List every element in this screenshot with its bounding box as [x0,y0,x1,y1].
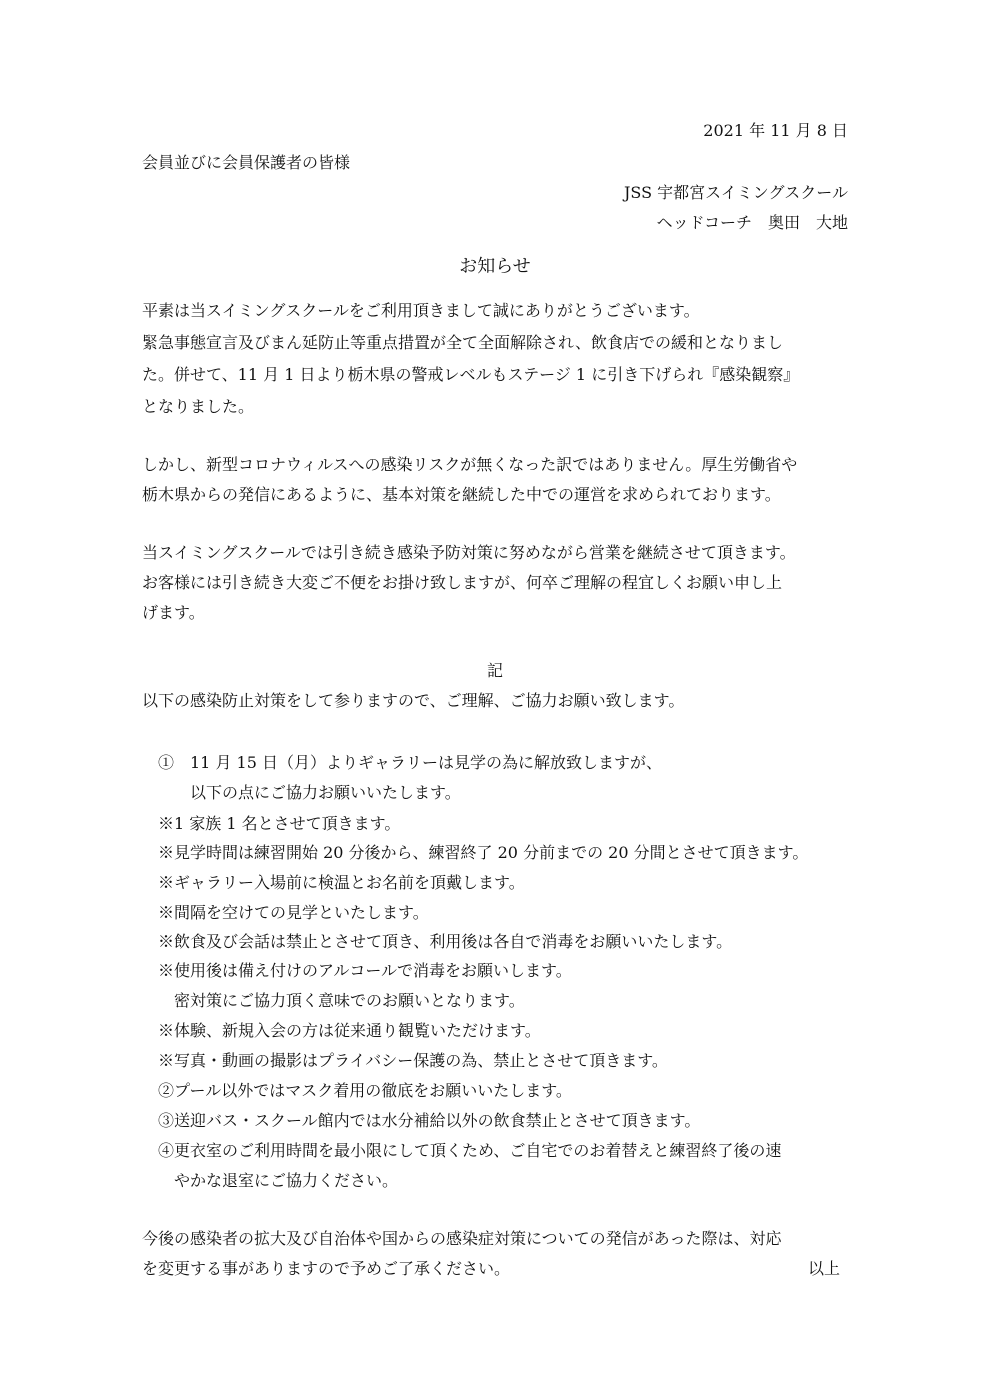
measure-item: ※使用後は備え付けのアルコールで消毒をお願いします。 [158,961,572,980]
measure-item: ②プール以外ではマスク着用の徹底をお願いいたします。 [158,1081,572,1100]
measure-item: ③送迎バス・スクール館内では水分補給以外の飲食禁止とさせて頂きます。 [158,1111,701,1130]
measure-item: ※体験、新規入会の方は従来通り観覧いただけます。 [158,1021,541,1040]
paragraph3-line: お客様には引き続き大変ご不便をお掛け致しますが、何卒ご理解の程宜しくお願い申し上 [142,573,783,592]
measure-item: ※飲食及び会話は禁止とさせて頂き、利用後は各自で消毒をお願いいたします。 [158,932,733,951]
document-date: 2021 年 11 月 8 日 [703,121,848,140]
closing-line: を変更する事がありますので予めご了承ください。 [142,1259,511,1278]
sender-organization: JSS 宇都宮スイミングスクール [623,183,848,202]
sender-name: ヘッドコーチ 奥田 大地 [656,213,848,232]
addressee: 会員並びに会員保護者の皆様 [142,153,351,172]
measure-item: 以下の点にご協力お願いいたします。 [190,783,461,802]
intro-line: た。併せて、11 月 1 日より栃木県の警戒レベルもステージ 1 に引き下げられ『感染観察』 [142,365,800,384]
measure-item: やかな退室にご協力ください。 [174,1171,399,1190]
closing-ijou: 以上 [807,1259,840,1278]
measures-intro: 以下の感染防止対策をして参りますので、ご理解、ご協力お願い致します。 [142,691,685,710]
measure-item: ※1 家族 1 名とさせて頂きます。 [158,814,401,833]
measure-item: ※見学時間は練習開始 20 分後から、練習終了 20 分前までの 20 分間とさせて頂きます。 [158,843,809,862]
paragraph3-line: げます。 [142,603,205,622]
paragraph3-line: 当スイミングスクールでは引き続き感染予防対策に努めながら営業を継続させて頂きます。 [142,543,796,562]
closing-line: 今後の感染者の拡大及び自治体や国からの感染症対策についての発信があった際は、対応 [142,1229,782,1248]
paragraph2-line: 栃木県からの発信にあるように、基本対策を継続した中での運営を求められております。 [142,485,781,504]
document-title: お知らせ [459,256,531,277]
measure-item: ※間隔を空けての見学といたします。 [158,903,429,922]
intro-line: 緊急事態宣言及びまん延防止等重点措置が全て全面解除され、飲食店での緩和となりまし [142,333,783,352]
intro-line: となりました。 [142,397,255,416]
ki-heading: 記 [486,661,503,680]
measure-item: ① 11 月 15 日（月）よりギャラリーは見学の為に解放致しますが、 [158,753,662,772]
measure-item: ※ギャラリー入場前に検温とお名前を頂戴します。 [158,873,525,892]
measure-item: ④更衣室のご利用時間を最小限にして頂くため、ご自宅でのお着替えと練習終了後の速 [158,1141,782,1160]
measure-item: ※写真・動画の撮影はプライバシー保護の為、禁止とさせて頂きます。 [158,1051,668,1070]
intro-line: 平素は当スイミングスクールをご利用頂きまして誠にありがとうございます。 [142,301,700,320]
paragraph2-line: しかし、新型コロナウィルスへの感染リスクが無くなった訳ではありません。厚生労働省や [142,455,798,474]
measure-item: 密対策にご協力頂く意味でのお願いとなります。 [174,991,525,1010]
